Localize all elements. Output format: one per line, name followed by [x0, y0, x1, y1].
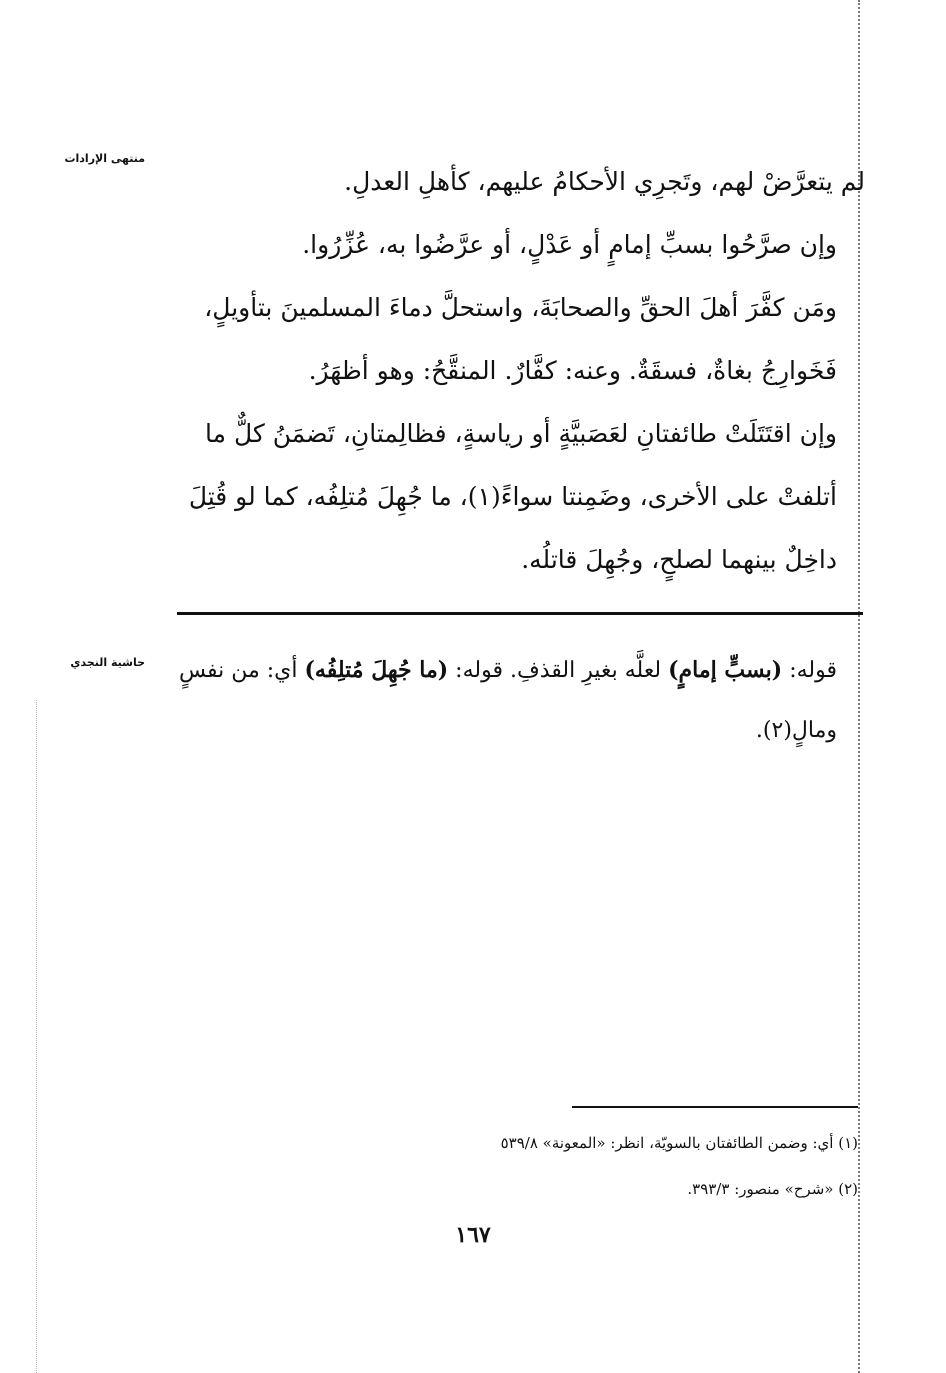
- footnote-separator-rule: [572, 1106, 858, 1108]
- main-text-paragraph-2: وإن صرَّحُوا بسبِّ إمامٍ أو عَدْلٍ، أو عرَّضُوا به، عُزِّرُوا.: [302, 230, 837, 259]
- footnote-1: (١) أي: وضمن الطائفتان بالسويّة، انظر: «المعونة» ٥٣٩/٨: [500, 1134, 858, 1152]
- main-text-paragraph-4: وإن اقتَتَلَتْ طائفتانِ لعَصَبيَّةٍ أو رياسةٍ، فظالِمتانِ، تَضمَنُ كلٌّ ما أتلفتْ على الأخرى، وضَمِنتا سواءً(١)، ما جُهِلَ مُتلِفُه، كما لو قُتِلَ داخِلٌ بينهما لصلحٍ، وجُهِلَ قاتلُه.: [188, 419, 837, 574]
- page-edge-dotted-line-left: [36, 700, 37, 1373]
- side-label-main-work: منتهى الإرادات: [64, 152, 145, 165]
- main-text-line-1: لم يتعرَّضْ لهم، وتَجرِي الأحكامُ عليهم، كأهلِ العدلِ.: [344, 167, 865, 196]
- commentary-block: [175, 640, 865, 761]
- commentary-text-2: أي: من نفسٍ ومالٍ(٢).: [178, 658, 837, 743]
- side-label-commentary: حاشية النجدي: [70, 656, 145, 669]
- commentary-quote-1: (بسبٍّ إمامٍ): [668, 657, 783, 683]
- commentary-quote-2: (ما جُهِلَ مُتلِفُه): [304, 657, 449, 683]
- footnotes-block: [360, 1120, 858, 1212]
- main-text-paragraph-3: ومَن كفَّرَ أهلَ الحقِّ والصحابَةَ، واستحلَّ دماءَ المسلمينَ بتأويلٍ، فَخَوارِجُ بغاةٌ، فسقَةٌ. وعنه: كفَّارٌ. المنقَّحُ: وهو أظهَرُ.: [204, 293, 837, 385]
- page-number: ١٦٧: [455, 1222, 491, 1248]
- commentary-paragraph: [175, 640, 865, 761]
- commentary-text-1: لعلَّه بغيرِ القذفِ. قوله:: [448, 658, 669, 683]
- commentary-prefix: قوله:: [782, 658, 837, 683]
- footnote-2: (٢) «شرح» منصور: ٣٩٣/٣.: [687, 1180, 858, 1198]
- main-text-separator-rule: [177, 612, 863, 615]
- main-text-body: [175, 150, 865, 591]
